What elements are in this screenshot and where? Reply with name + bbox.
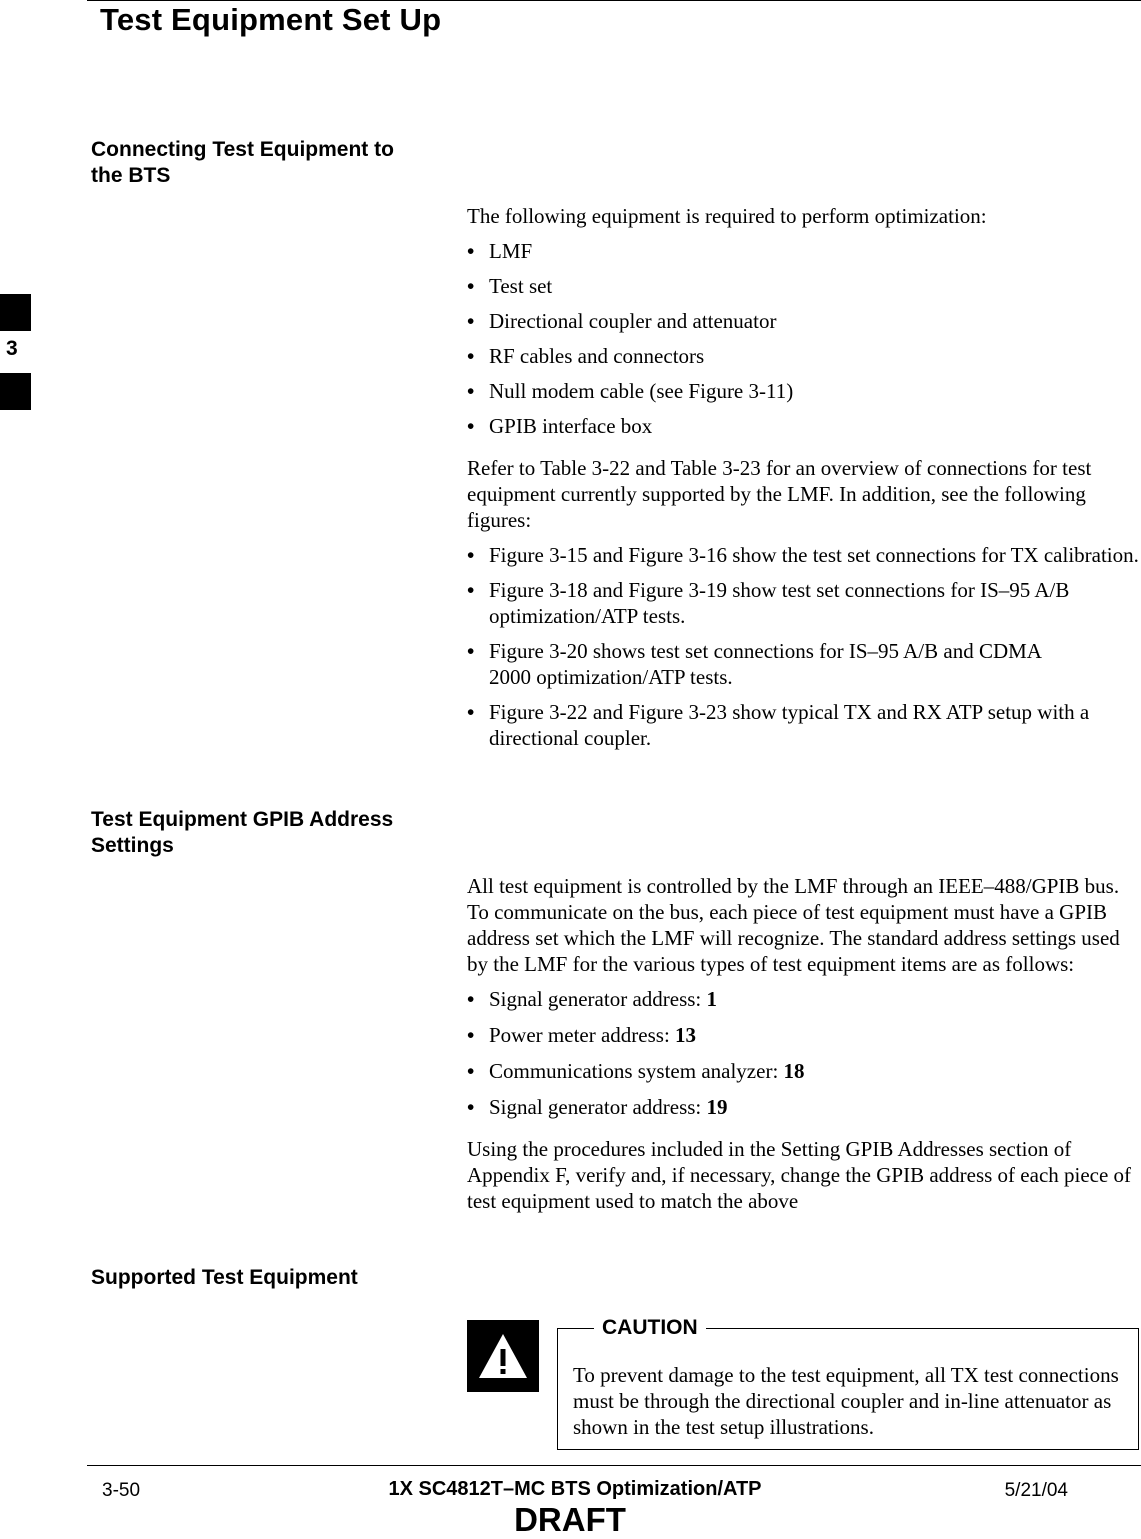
address-label: Signal generator address: [489, 987, 707, 1011]
closing-paragraph: Using the procedures included in the Setting GPIB Addresses section of Appendix F, verify and, if necessary, change the GPIB address of each piece of test equipment used to match the above [467, 1137, 1132, 1213]
bullet-icon: • [467, 700, 475, 724]
address-label: Communications system analyzer: [489, 1059, 784, 1083]
address-value: 1 [706, 987, 718, 1011]
intro-paragraph: All test equipment is controlled by the LMF through an IEEE–488/GPIB bus. To communicate on the bus, each piece of test equipment must have a GPIB address set which the LMF will recognize. The standard address settings used by the LMF for the various types of test equipment items are as follows: [467, 874, 1120, 976]
caution-label: CAUTION [594, 1316, 706, 1340]
list-item-text: LMF [489, 239, 533, 263]
list-item [467, 273, 1141, 299]
list-item-text: Directional coupler and attenuator [489, 309, 777, 333]
warning-triangle-icon [467, 1320, 539, 1392]
section-heading-connecting [91, 137, 431, 189]
list-item-text: Figure 3-15 and Figure 3-16 show the test set connections for TX calibration. [489, 543, 1139, 567]
bullet-icon: • [467, 379, 475, 403]
header-rule [87, 0, 1141, 1]
chapter-tab-number: 3 [6, 337, 18, 360]
heading-line: Test Equipment GPIB Address [91, 808, 394, 831]
bullet-icon: • [467, 239, 475, 263]
heading-line: Settings [91, 834, 174, 857]
address-list [467, 986, 1141, 1120]
bullet-icon: • [467, 1095, 475, 1119]
figure-list [467, 542, 1141, 751]
heading-line: Connecting Test Equipment to [91, 138, 394, 161]
list-item [467, 542, 1141, 568]
section-heading-supported: Supported Test Equipment [91, 1266, 358, 1289]
list-item-text: Figure 3-22 and Figure 3-23 show typical TX and RX ATP setup with a directional coupler. [489, 700, 1090, 750]
bullet-icon: • [467, 987, 475, 1011]
bullet-icon: • [467, 639, 475, 663]
section-body-connecting [467, 203, 1141, 751]
footer-rule [87, 1465, 1141, 1466]
list-item [467, 308, 1141, 334]
list-item [467, 1094, 1141, 1120]
list-item [467, 343, 1141, 369]
bullet-icon: • [467, 543, 475, 567]
bullet-icon: • [467, 1059, 475, 1083]
list-item-text: GPIB interface box [489, 414, 653, 438]
list-item [467, 1022, 1141, 1048]
list-item-text: Figure 3-18 and Figure 3-19 show test set connections for IS–95 A/B optimization/ATP tests. [489, 578, 1070, 628]
footer-date: 5/21/04 [1004, 1480, 1068, 1501]
bullet-icon: • [467, 578, 475, 602]
footer-doc-title: 1X SC4812T–MC BTS Optimization/ATP [388, 1478, 762, 1500]
address-value: 13 [675, 1023, 697, 1047]
list-item-text: Test set [489, 274, 553, 298]
address-value: 19 [706, 1095, 728, 1119]
bullet-icon: • [467, 274, 475, 298]
address-value: 18 [783, 1059, 805, 1083]
list-item-text: Figure 3-20 shows test set connections for IS–95 A/B and CDMA 2000 optimization/ATP tests. [489, 639, 1041, 689]
list-item [467, 1058, 1141, 1084]
address-label: Signal generator address: [489, 1095, 707, 1119]
warning-triangle-graphic [467, 1320, 539, 1392]
draft-watermark: DRAFT [514, 1501, 626, 1538]
list-item [467, 699, 1141, 751]
list-item [467, 577, 1141, 629]
bullet-icon: • [467, 309, 475, 333]
equipment-list [467, 238, 1141, 439]
footer-page-number: 3-50 [102, 1480, 141, 1501]
list-item [467, 238, 1141, 264]
chapter-tab-top [0, 294, 31, 331]
caution-text: To prevent damage to the test equipment, all TX test connections must be through the directional coupler and in-line attenuator as shown in the test setup illustrations. [573, 1363, 1119, 1439]
section-body-gpib [467, 873, 1141, 1214]
intro-paragraph: The following equipment is required to perform optimization: [467, 204, 987, 228]
list-item-text: Null modem cable (see Figure 3-11) [489, 379, 794, 403]
bullet-icon: • [467, 344, 475, 368]
list-item [467, 413, 1141, 439]
chapter-tab-bottom [0, 373, 31, 410]
list-item [467, 986, 1141, 1012]
bullet-icon: • [467, 414, 475, 438]
list-item [467, 378, 1141, 404]
section-heading-gpib [91, 807, 431, 859]
heading-line: the BTS [91, 164, 171, 187]
list-item [467, 638, 1049, 690]
bullet-icon: • [467, 1023, 475, 1047]
page-header-title: Test Equipment Set Up [100, 2, 442, 37]
list-item-text: RF cables and connectors [489, 344, 705, 368]
address-label: Power meter address: [489, 1023, 676, 1047]
refer-paragraph: Refer to Table 3-22 and Table 3-23 for an overview of connections for test equipment currently supported by the LMF. In addition, see the following figures: [467, 456, 1092, 532]
